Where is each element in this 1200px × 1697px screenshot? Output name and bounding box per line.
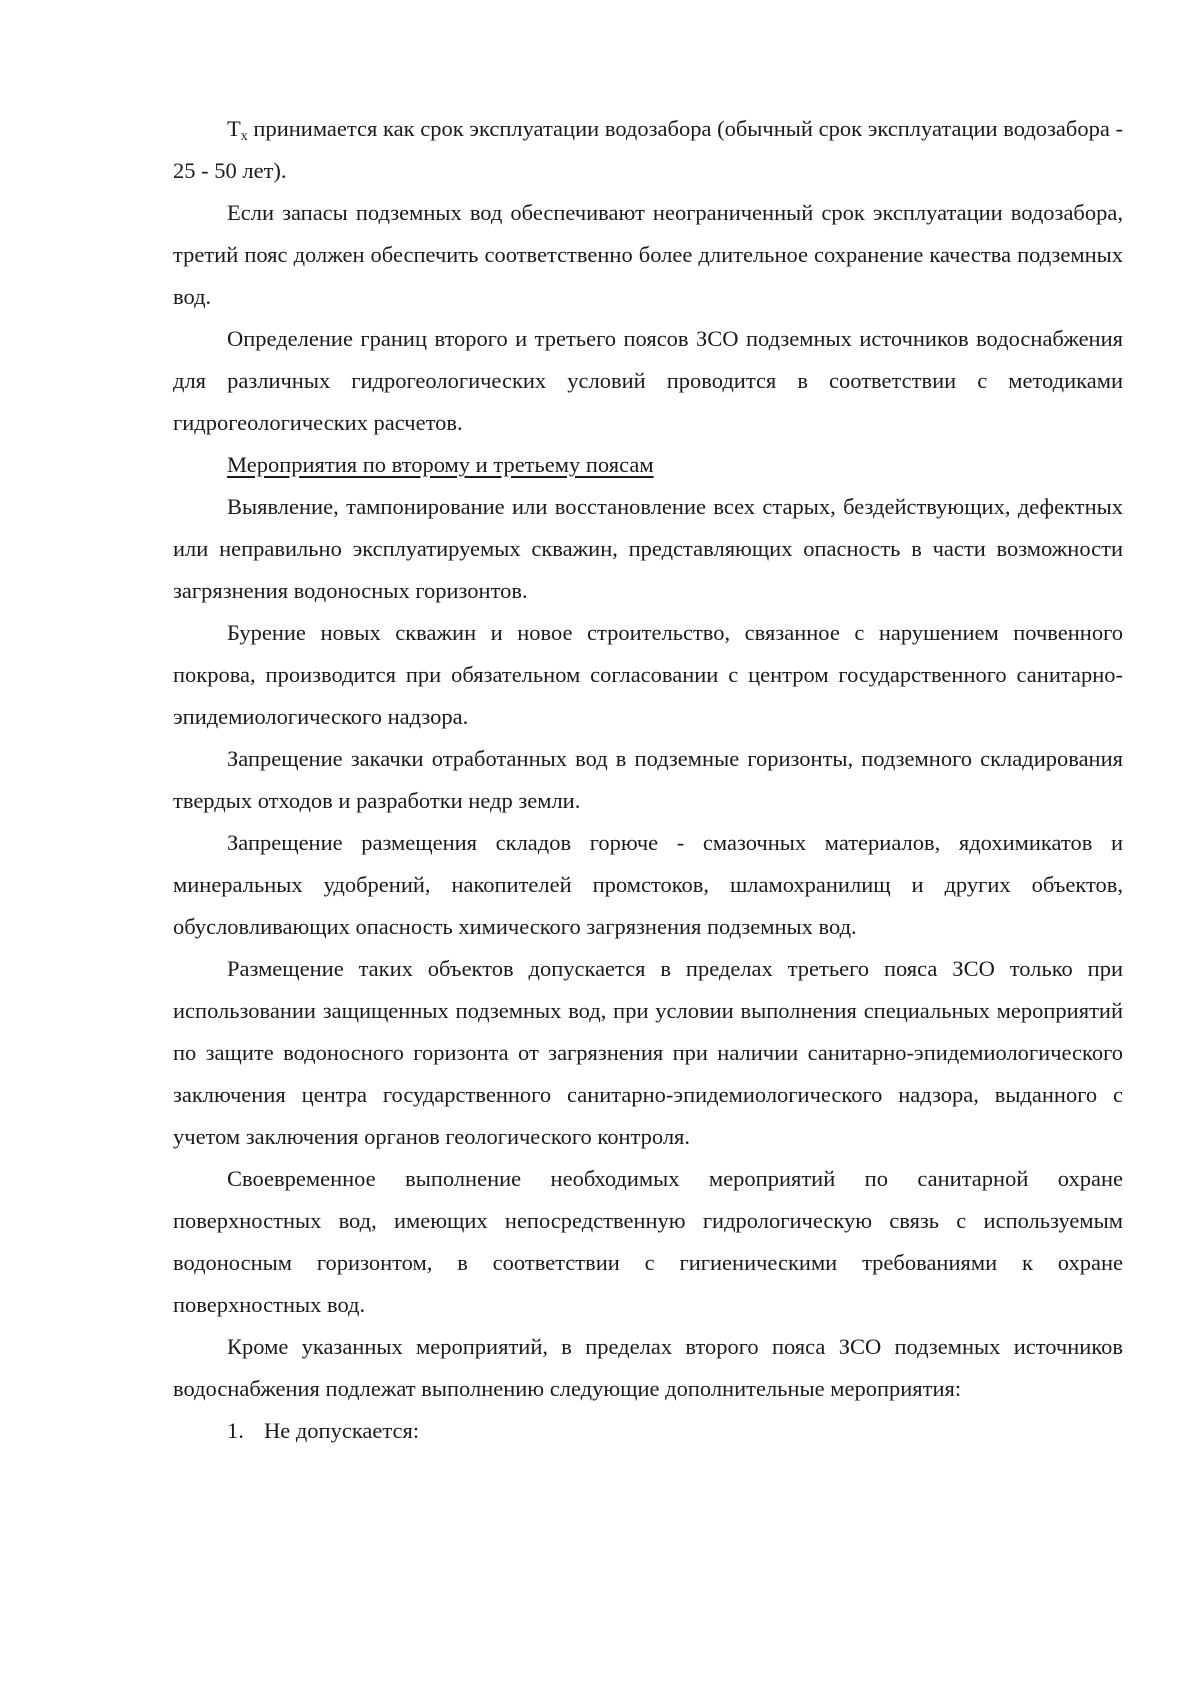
paragraph-storage-ban: Запрещение размещения складов горюче - смазочных материалов, ядохимикатов и минеральных удобрений, накопителей промстоков, шламохранилищ и других объектов, обусловливающих опасность химического загрязнения подземных вод. [173, 830, 1123, 939]
symbol-subscript: x [240, 129, 248, 144]
section-heading: Мероприятия по второму и третьему поясам [227, 452, 654, 477]
paragraph-placement-conditions: Размещение таких объектов допускается в пределах третьего пояса ЗСО только при использовании защищенных подземных вод, при условии выполнения специальных мероприятий по защите водоносного горизонта от загрязнения при наличии санитарно-эпидемиологического заключения центра государственного санитарно-эпидемиологического надзора, выданного с учетом заключения органов геологического контроля. [173, 956, 1123, 1149]
paragraph-surface-water: Своевременное выполнение необходимых мероприятий по санитарной охране поверхностных вод, имеющих непосредственную гидрологическую связь с используемым водоносным горизонтом, в соответствии с гигиеническими требованиями к охране поверхностных вод. [173, 1166, 1123, 1317]
paragraph-additional-measures: Кроме указанных мероприятий, в пределах второго пояса ЗСО подземных источников водоснабжения подлежат выполнению следующие дополнительные мероприятия: [173, 1334, 1123, 1401]
paragraph-text: принимается как срок эксплуатации водозабора (обычный срок эксплуатации водозабора - 25 - 50 лет). [173, 116, 1123, 183]
paragraph-injection-ban: Запрещение закачки отработанных вод в подземные горизонты, подземного складирования твердых отходов и разработки недр земли. [173, 746, 1123, 813]
symbol-t: T [227, 116, 241, 141]
paragraph-zone-boundaries: Определение границ второго и третьего поясов ЗСО подземных источников водоснабжения для различных гидрогеологических условий проводится в соответствии с методиками гидрогеологических расчетов. [173, 326, 1123, 435]
list-item [173, 1410, 1123, 1452]
document-page [173, 108, 1123, 1452]
list-item-text: Не допускается: [264, 1418, 420, 1443]
list-item-number: 1. [227, 1418, 244, 1443]
paragraph-well-plugging: Выявление, тампонирование или восстановление всех старых, бездействующих, дефектных или неправильно эксплуатируемых скважин, представляющих опасность в части возможности загрязнения водоносных горизонтов. [173, 494, 1123, 603]
paragraph-unlimited-reserves: Если запасы подземных вод обеспечивают неограниченный срок эксплуатации водозабора, третий пояс должен обеспечить соответственно более длительное сохранение качества подземных вод. [173, 200, 1123, 309]
paragraph-exploitation-period [173, 108, 1123, 192]
paragraph-drilling: Бурение новых скважин и новое строительство, связанное с нарушением почвенного покрова, производится при обязательном согласовании с центром государственного санитарно-эпидемиологического надзора. [173, 620, 1123, 729]
